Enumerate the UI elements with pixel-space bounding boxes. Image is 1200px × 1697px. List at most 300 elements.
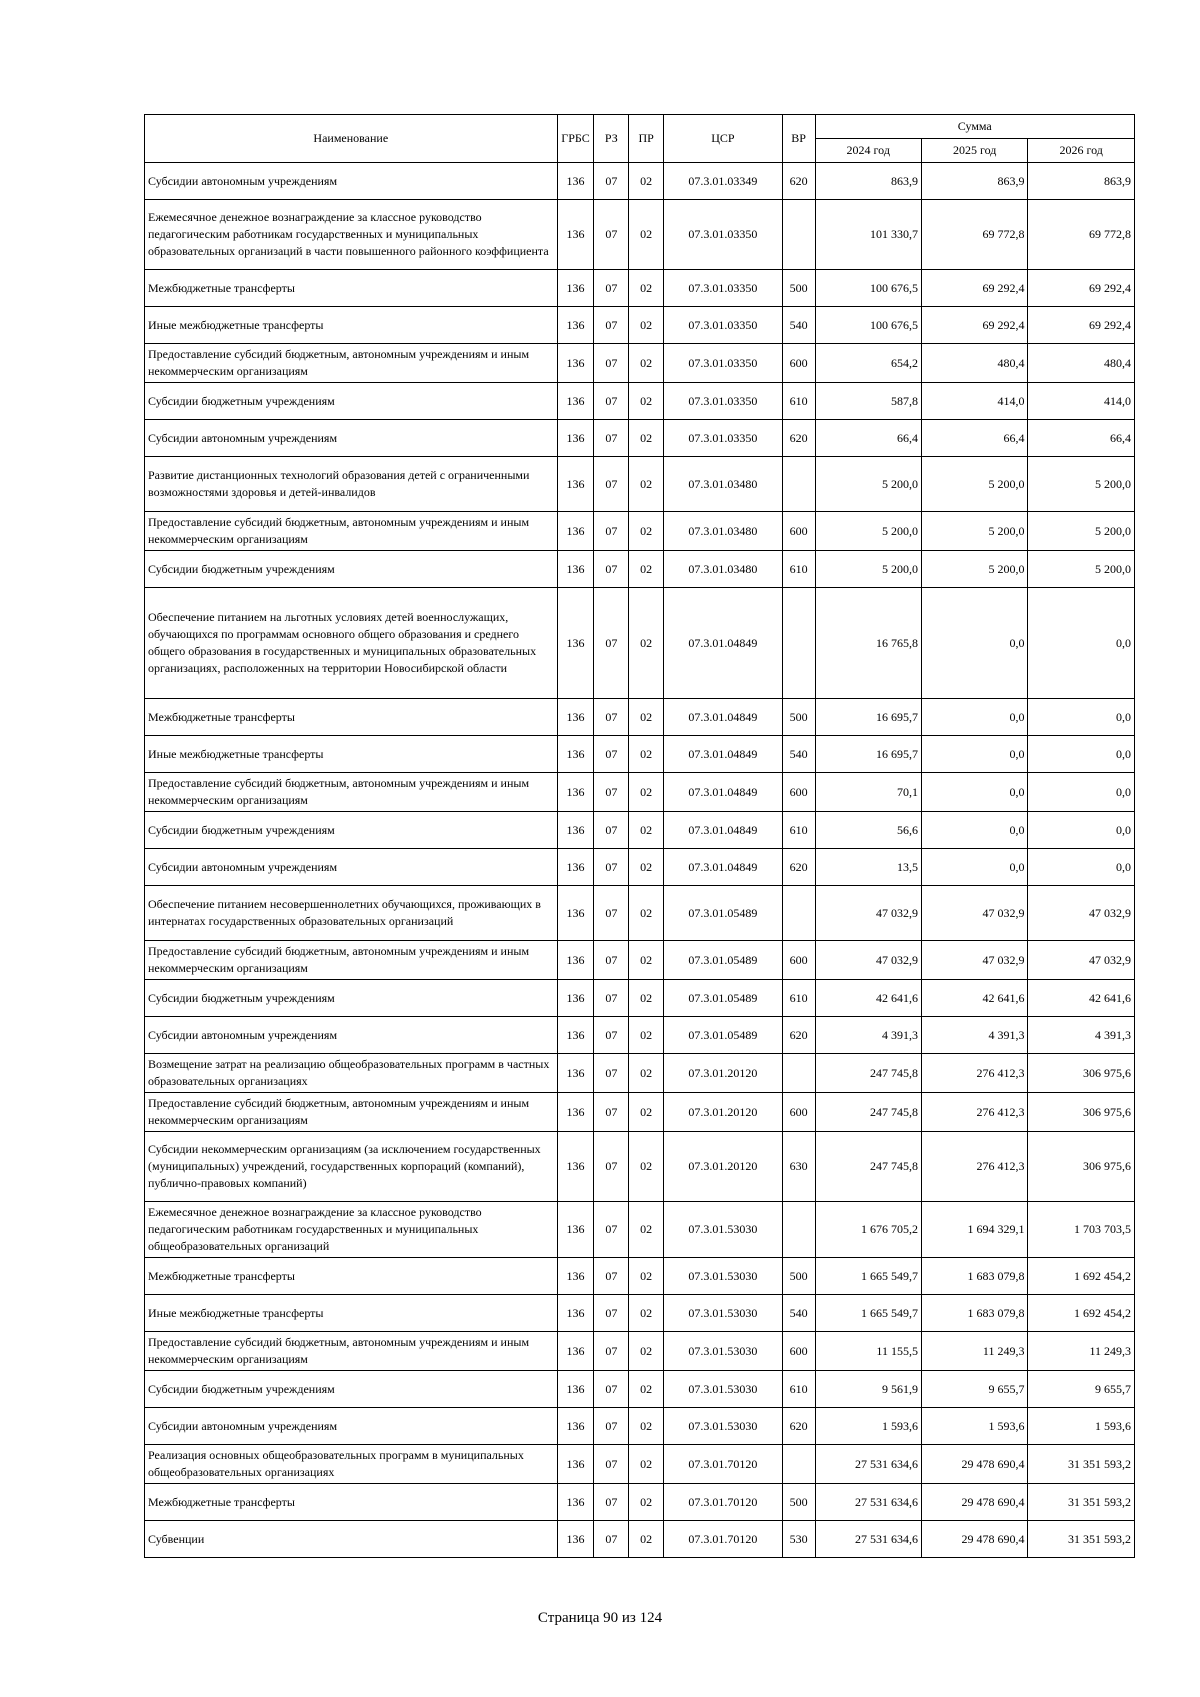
row-sum-2026-cell: 5 200,0: [1028, 512, 1135, 551]
row-vr-cell: 600: [782, 1093, 815, 1132]
row-sum-2024-cell: 5 200,0: [815, 512, 921, 551]
header-grbs: ГРБС: [557, 115, 594, 163]
row-rz-cell: 07: [594, 1054, 629, 1093]
table-row: [145, 1521, 1135, 1558]
row-vr-cell: 500: [782, 270, 815, 307]
row-csr-cell: 07.3.01.03350: [664, 420, 783, 457]
row-vr-cell: [782, 1445, 815, 1484]
row-csr-cell: 07.3.01.05489: [664, 980, 783, 1017]
row-pr-cell: 02: [629, 512, 664, 551]
header-sum: Сумма: [815, 115, 1134, 139]
row-csr-cell: 07.3.01.70120: [664, 1521, 783, 1558]
row-sum-2025-cell: 480,4: [921, 344, 1027, 383]
row-csr-cell: 07.3.01.03350: [664, 383, 783, 420]
row-rz-cell: 07: [594, 1408, 629, 1445]
row-pr-cell: 02: [629, 1054, 664, 1093]
row-sum-2024-cell: 13,5: [815, 849, 921, 886]
row-rz-cell: 07: [594, 1521, 629, 1558]
row-pr-cell: 02: [629, 812, 664, 849]
row-sum-2026-cell: 0,0: [1028, 588, 1135, 699]
row-sum-2025-cell: 414,0: [921, 383, 1027, 420]
row-name-cell: Обеспечение питанием на льготных условиях детей военнослужащих, обучающихся по программам основного общего образования и среднего общего образования в государственных и муниципальных образовательных организациях, расположенных на территории Новосибирской области: [145, 588, 558, 699]
row-name-cell: Ежемесячное денежное вознаграждение за классное руководство педагогическим работникам государственных и муниципальных образовательных организаций в части повышенного районного коэффициента: [145, 200, 558, 270]
row-csr-cell: 07.3.01.05489: [664, 941, 783, 980]
row-csr-cell: 07.3.01.53030: [664, 1202, 783, 1258]
row-sum-2026-cell: 1 703 703,5: [1028, 1202, 1135, 1258]
row-csr-cell: 07.3.01.04849: [664, 736, 783, 773]
row-pr-cell: 02: [629, 1258, 664, 1295]
table-row: [145, 420, 1135, 457]
row-sum-2025-cell: 66,4: [921, 420, 1027, 457]
row-sum-2026-cell: 0,0: [1028, 699, 1135, 736]
row-name-cell: Иные межбюджетные трансферты: [145, 1295, 558, 1332]
table-row: [145, 383, 1135, 420]
row-sum-2024-cell: 247 745,8: [815, 1054, 921, 1093]
row-vr-cell: 620: [782, 163, 815, 200]
row-name-cell: Предоставление субсидий бюджетным, автономным учреждениям и иным некоммерческим организациям: [145, 773, 558, 812]
row-pr-cell: 02: [629, 980, 664, 1017]
row-sum-2025-cell: 1 683 079,8: [921, 1258, 1027, 1295]
table-row: [145, 1132, 1135, 1202]
row-sum-2025-cell: 29 478 690,4: [921, 1445, 1027, 1484]
row-sum-2025-cell: 863,9: [921, 163, 1027, 200]
row-csr-cell: 07.3.01.70120: [664, 1445, 783, 1484]
row-name-cell: Обеспечение питанием несовершеннолетних обучающихся, проживающих в интернатах государственных образовательных организаций: [145, 886, 558, 941]
row-csr-cell: 07.3.01.04849: [664, 588, 783, 699]
table-row: [145, 1054, 1135, 1093]
row-sum-2026-cell: 414,0: [1028, 383, 1135, 420]
table-row: [145, 457, 1135, 512]
row-grbs-cell: 136: [557, 551, 594, 588]
table-row: [145, 200, 1135, 270]
row-sum-2026-cell: 66,4: [1028, 420, 1135, 457]
row-csr-cell: 07.3.01.20120: [664, 1054, 783, 1093]
row-name-cell: Ежемесячное денежное вознаграждение за классное руководство педагогическим работникам государственных и муниципальных общеобразовательных организаций: [145, 1202, 558, 1258]
row-name-cell: Субсидии бюджетным учреждениям: [145, 980, 558, 1017]
row-rz-cell: 07: [594, 1332, 629, 1371]
row-csr-cell: 07.3.01.04849: [664, 699, 783, 736]
row-sum-2024-cell: 47 032,9: [815, 941, 921, 980]
row-name-cell: Субсидии некоммерческим организациям (за исключением государственных (муниципальных) учреждений, государственных корпораций (компаний), публично-правовых компаний): [145, 1132, 558, 1202]
header-vr: ВР: [782, 115, 815, 163]
row-sum-2024-cell: 70,1: [815, 773, 921, 812]
row-rz-cell: 07: [594, 1017, 629, 1054]
row-grbs-cell: 136: [557, 980, 594, 1017]
row-sum-2026-cell: 5 200,0: [1028, 551, 1135, 588]
row-csr-cell: 07.3.01.53030: [664, 1332, 783, 1371]
row-sum-2026-cell: 42 641,6: [1028, 980, 1135, 1017]
row-name-cell: Реализация основных общеобразовательных программ в муниципальных общеобразовательных организациях: [145, 1445, 558, 1484]
header-csr: ЦСР: [664, 115, 783, 163]
row-rz-cell: 07: [594, 420, 629, 457]
row-vr-cell: [782, 588, 815, 699]
row-vr-cell: 630: [782, 1132, 815, 1202]
row-sum-2025-cell: 5 200,0: [921, 512, 1027, 551]
row-vr-cell: 500: [782, 1258, 815, 1295]
row-sum-2024-cell: 1 665 549,7: [815, 1295, 921, 1332]
row-sum-2026-cell: 0,0: [1028, 736, 1135, 773]
row-rz-cell: 07: [594, 980, 629, 1017]
row-rz-cell: 07: [594, 344, 629, 383]
row-csr-cell: 07.3.01.53030: [664, 1371, 783, 1408]
row-rz-cell: 07: [594, 383, 629, 420]
row-grbs-cell: 136: [557, 812, 594, 849]
row-pr-cell: 02: [629, 163, 664, 200]
row-vr-cell: 620: [782, 420, 815, 457]
row-rz-cell: 07: [594, 886, 629, 941]
row-sum-2026-cell: 4 391,3: [1028, 1017, 1135, 1054]
row-vr-cell: 620: [782, 849, 815, 886]
row-name-cell: Предоставление субсидий бюджетным, автономным учреждениям и иным некоммерческим организациям: [145, 1332, 558, 1371]
row-grbs-cell: 136: [557, 773, 594, 812]
row-csr-cell: 07.3.01.03350: [664, 270, 783, 307]
row-name-cell: Возмещение затрат на реализацию общеобразовательных программ в частных образовательных организациях: [145, 1054, 558, 1093]
row-rz-cell: 07: [594, 1093, 629, 1132]
row-pr-cell: 02: [629, 307, 664, 344]
table-row: [145, 1202, 1135, 1258]
row-csr-cell: 07.3.01.20120: [664, 1132, 783, 1202]
table-row: [145, 512, 1135, 551]
row-pr-cell: 02: [629, 773, 664, 812]
row-pr-cell: 02: [629, 383, 664, 420]
row-pr-cell: 02: [629, 420, 664, 457]
row-name-cell: Субсидии автономным учреждениям: [145, 1408, 558, 1445]
row-rz-cell: 07: [594, 551, 629, 588]
row-sum-2025-cell: 69 292,4: [921, 307, 1027, 344]
row-pr-cell: 02: [629, 1332, 664, 1371]
row-rz-cell: 07: [594, 1132, 629, 1202]
row-grbs-cell: 136: [557, 307, 594, 344]
row-pr-cell: 02: [629, 1521, 664, 1558]
row-sum-2025-cell: 29 478 690,4: [921, 1521, 1027, 1558]
header-year-2025: 2025 год: [921, 139, 1027, 163]
row-sum-2024-cell: 101 330,7: [815, 200, 921, 270]
table-row: [145, 773, 1135, 812]
row-grbs-cell: 136: [557, 344, 594, 383]
row-pr-cell: 02: [629, 886, 664, 941]
row-sum-2024-cell: 16 765,8: [815, 588, 921, 699]
row-csr-cell: 07.3.01.03480: [664, 512, 783, 551]
row-rz-cell: 07: [594, 163, 629, 200]
row-sum-2026-cell: 1 692 454,2: [1028, 1295, 1135, 1332]
row-sum-2026-cell: 0,0: [1028, 849, 1135, 886]
row-vr-cell: 530: [782, 1521, 815, 1558]
row-sum-2024-cell: 27 531 634,6: [815, 1445, 921, 1484]
row-rz-cell: 07: [594, 307, 629, 344]
row-rz-cell: 07: [594, 1202, 629, 1258]
row-pr-cell: 02: [629, 736, 664, 773]
row-vr-cell: 600: [782, 1332, 815, 1371]
table-row: [145, 1258, 1135, 1295]
row-sum-2024-cell: 247 745,8: [815, 1093, 921, 1132]
header-year-2026: 2026 год: [1028, 139, 1135, 163]
row-grbs-cell: 136: [557, 1054, 594, 1093]
row-sum-2024-cell: 654,2: [815, 344, 921, 383]
header-name: Наименование: [145, 115, 558, 163]
table-row: [145, 736, 1135, 773]
row-grbs-cell: 136: [557, 1295, 594, 1332]
row-vr-cell: 600: [782, 941, 815, 980]
row-pr-cell: 02: [629, 1093, 664, 1132]
table-row: [145, 886, 1135, 941]
row-name-cell: Субсидии бюджетным учреждениям: [145, 551, 558, 588]
row-sum-2026-cell: 306 975,6: [1028, 1093, 1135, 1132]
table-row: [145, 941, 1135, 980]
row-grbs-cell: 136: [557, 736, 594, 773]
row-vr-cell: 600: [782, 344, 815, 383]
row-sum-2025-cell: 0,0: [921, 736, 1027, 773]
row-sum-2026-cell: 1 692 454,2: [1028, 1258, 1135, 1295]
row-csr-cell: 07.3.01.05489: [664, 1017, 783, 1054]
row-pr-cell: 02: [629, 1202, 664, 1258]
row-grbs-cell: 136: [557, 1332, 594, 1371]
row-sum-2026-cell: 11 249,3: [1028, 1332, 1135, 1371]
row-sum-2025-cell: 276 412,3: [921, 1054, 1027, 1093]
row-vr-cell: 600: [782, 773, 815, 812]
row-rz-cell: 07: [594, 457, 629, 512]
row-sum-2024-cell: 1 593,6: [815, 1408, 921, 1445]
row-pr-cell: 02: [629, 1445, 664, 1484]
row-sum-2025-cell: 4 391,3: [921, 1017, 1027, 1054]
row-sum-2025-cell: 0,0: [921, 849, 1027, 886]
row-sum-2024-cell: 56,6: [815, 812, 921, 849]
row-rz-cell: 07: [594, 773, 629, 812]
row-sum-2024-cell: 100 676,5: [815, 307, 921, 344]
row-name-cell: Иные межбюджетные трансферты: [145, 307, 558, 344]
row-csr-cell: 07.3.01.04849: [664, 849, 783, 886]
row-sum-2026-cell: 0,0: [1028, 773, 1135, 812]
row-name-cell: Субсидии бюджетным учреждениям: [145, 812, 558, 849]
row-pr-cell: 02: [629, 941, 664, 980]
row-sum-2024-cell: 587,8: [815, 383, 921, 420]
table-row: [145, 699, 1135, 736]
row-pr-cell: 02: [629, 1484, 664, 1521]
row-sum-2026-cell: 47 032,9: [1028, 941, 1135, 980]
table-row: [145, 344, 1135, 383]
header-rz: РЗ: [594, 115, 629, 163]
row-grbs-cell: 136: [557, 588, 594, 699]
row-vr-cell: 540: [782, 307, 815, 344]
row-vr-cell: 540: [782, 736, 815, 773]
row-grbs-cell: 136: [557, 1132, 594, 1202]
row-name-cell: Субсидии автономным учреждениям: [145, 1017, 558, 1054]
row-rz-cell: 07: [594, 849, 629, 886]
row-vr-cell: 610: [782, 980, 815, 1017]
row-name-cell: Иные межбюджетные трансферты: [145, 736, 558, 773]
table-row: [145, 270, 1135, 307]
header-year-2024: 2024 год: [815, 139, 921, 163]
header-pr: ПР: [629, 115, 664, 163]
row-csr-cell: 07.3.01.03350: [664, 307, 783, 344]
row-grbs-cell: 136: [557, 1371, 594, 1408]
row-vr-cell: 610: [782, 1371, 815, 1408]
row-name-cell: Предоставление субсидий бюджетным, автономным учреждениям и иным некоммерческим организациям: [145, 344, 558, 383]
row-name-cell: Субвенции: [145, 1521, 558, 1558]
row-csr-cell: 07.3.01.04849: [664, 773, 783, 812]
row-vr-cell: 600: [782, 512, 815, 551]
row-csr-cell: 07.3.01.05489: [664, 886, 783, 941]
row-csr-cell: 07.3.01.53030: [664, 1295, 783, 1332]
row-grbs-cell: 136: [557, 163, 594, 200]
row-grbs-cell: 136: [557, 1258, 594, 1295]
table-row: [145, 588, 1135, 699]
row-grbs-cell: 136: [557, 886, 594, 941]
row-sum-2025-cell: 0,0: [921, 699, 1027, 736]
row-sum-2024-cell: 100 676,5: [815, 270, 921, 307]
table-row: [145, 1445, 1135, 1484]
row-sum-2025-cell: 11 249,3: [921, 1332, 1027, 1371]
table-row: [145, 849, 1135, 886]
row-sum-2026-cell: 1 593,6: [1028, 1408, 1135, 1445]
row-sum-2025-cell: 69 292,4: [921, 270, 1027, 307]
row-name-cell: Межбюджетные трансферты: [145, 270, 558, 307]
row-sum-2025-cell: 0,0: [921, 588, 1027, 699]
row-pr-cell: 02: [629, 1295, 664, 1332]
row-grbs-cell: 136: [557, 1408, 594, 1445]
row-sum-2024-cell: 863,9: [815, 163, 921, 200]
row-rz-cell: 07: [594, 1295, 629, 1332]
row-name-cell: Субсидии автономным учреждениям: [145, 849, 558, 886]
row-rz-cell: 07: [594, 736, 629, 773]
table-header: [145, 115, 1135, 163]
row-sum-2025-cell: 47 032,9: [921, 886, 1027, 941]
row-rz-cell: 07: [594, 1258, 629, 1295]
row-csr-cell: 07.3.01.53030: [664, 1408, 783, 1445]
row-vr-cell: 610: [782, 383, 815, 420]
table-row: [145, 1017, 1135, 1054]
row-csr-cell: 07.3.01.03480: [664, 457, 783, 512]
table-row: [145, 163, 1135, 200]
table-row: [145, 307, 1135, 344]
row-name-cell: Развитие дистанционных технологий образования детей с ограниченными возможностями здоровья и детей-инвалидов: [145, 457, 558, 512]
row-vr-cell: [782, 886, 815, 941]
row-sum-2024-cell: 16 695,7: [815, 699, 921, 736]
row-grbs-cell: 136: [557, 699, 594, 736]
row-rz-cell: 07: [594, 200, 629, 270]
row-grbs-cell: 136: [557, 200, 594, 270]
row-csr-cell: 07.3.01.03480: [664, 551, 783, 588]
row-sum-2026-cell: 5 200,0: [1028, 457, 1135, 512]
table-row: [145, 812, 1135, 849]
row-rz-cell: 07: [594, 1371, 629, 1408]
row-rz-cell: 07: [594, 1445, 629, 1484]
row-sum-2024-cell: 9 561,9: [815, 1371, 921, 1408]
row-vr-cell: 540: [782, 1295, 815, 1332]
row-pr-cell: 02: [629, 849, 664, 886]
row-sum-2026-cell: 0,0: [1028, 812, 1135, 849]
row-vr-cell: [782, 457, 815, 512]
row-csr-cell: 07.3.01.20120: [664, 1093, 783, 1132]
row-sum-2024-cell: 5 200,0: [815, 457, 921, 512]
table-row: [145, 1408, 1135, 1445]
row-name-cell: Межбюджетные трансферты: [145, 1484, 558, 1521]
row-pr-cell: 02: [629, 1408, 664, 1445]
row-grbs-cell: 136: [557, 849, 594, 886]
row-csr-cell: 07.3.01.53030: [664, 1258, 783, 1295]
row-rz-cell: 07: [594, 588, 629, 699]
row-sum-2024-cell: 247 745,8: [815, 1132, 921, 1202]
row-pr-cell: 02: [629, 588, 664, 699]
row-grbs-cell: 136: [557, 512, 594, 551]
row-vr-cell: [782, 1202, 815, 1258]
row-sum-2026-cell: 306 975,6: [1028, 1132, 1135, 1202]
row-name-cell: Предоставление субсидий бюджетным, автономным учреждениям и иным некоммерческим организациям: [145, 1093, 558, 1132]
row-name-cell: Предоставление субсидий бюджетным, автономным учреждениям и иным некоммерческим организациям: [145, 941, 558, 980]
row-name-cell: Межбюджетные трансферты: [145, 699, 558, 736]
row-grbs-cell: 136: [557, 1445, 594, 1484]
budget-table: [144, 114, 1135, 1558]
row-sum-2024-cell: 66,4: [815, 420, 921, 457]
row-sum-2026-cell: 306 975,6: [1028, 1054, 1135, 1093]
row-sum-2025-cell: 1 593,6: [921, 1408, 1027, 1445]
row-sum-2024-cell: 47 032,9: [815, 886, 921, 941]
row-sum-2026-cell: 69 292,4: [1028, 307, 1135, 344]
row-sum-2025-cell: 9 655,7: [921, 1371, 1027, 1408]
table-row: [145, 980, 1135, 1017]
row-sum-2026-cell: 863,9: [1028, 163, 1135, 200]
row-sum-2025-cell: 29 478 690,4: [921, 1484, 1027, 1521]
row-sum-2026-cell: 31 351 593,2: [1028, 1484, 1135, 1521]
row-sum-2024-cell: 16 695,7: [815, 736, 921, 773]
row-vr-cell: 610: [782, 551, 815, 588]
row-name-cell: Межбюджетные трансферты: [145, 1258, 558, 1295]
row-name-cell: Субсидии бюджетным учреждениям: [145, 1371, 558, 1408]
row-sum-2026-cell: 47 032,9: [1028, 886, 1135, 941]
row-name-cell: Субсидии автономным учреждениям: [145, 163, 558, 200]
row-sum-2025-cell: 276 412,3: [921, 1093, 1027, 1132]
row-sum-2025-cell: 0,0: [921, 773, 1027, 812]
row-sum-2026-cell: 69 292,4: [1028, 270, 1135, 307]
row-sum-2024-cell: 1 676 705,2: [815, 1202, 921, 1258]
table-row: [145, 551, 1135, 588]
row-grbs-cell: 136: [557, 457, 594, 512]
row-rz-cell: 07: [594, 812, 629, 849]
row-rz-cell: 07: [594, 699, 629, 736]
row-sum-2024-cell: 4 391,3: [815, 1017, 921, 1054]
row-vr-cell: [782, 1054, 815, 1093]
row-sum-2025-cell: 1 694 329,1: [921, 1202, 1027, 1258]
row-pr-cell: 02: [629, 270, 664, 307]
row-rz-cell: 07: [594, 1484, 629, 1521]
row-vr-cell: 610: [782, 812, 815, 849]
row-pr-cell: 02: [629, 551, 664, 588]
row-pr-cell: 02: [629, 457, 664, 512]
table-row: [145, 1295, 1135, 1332]
row-name-cell: Субсидии автономным учреждениям: [145, 420, 558, 457]
row-csr-cell: 07.3.01.03350: [664, 344, 783, 383]
row-name-cell: Субсидии бюджетным учреждениям: [145, 383, 558, 420]
row-rz-cell: 07: [594, 270, 629, 307]
row-csr-cell: 07.3.01.03350: [664, 200, 783, 270]
row-pr-cell: 02: [629, 1132, 664, 1202]
row-pr-cell: 02: [629, 699, 664, 736]
row-grbs-cell: 136: [557, 420, 594, 457]
row-sum-2025-cell: 47 032,9: [921, 941, 1027, 980]
row-rz-cell: 07: [594, 512, 629, 551]
row-csr-cell: 07.3.01.04849: [664, 812, 783, 849]
row-pr-cell: 02: [629, 1017, 664, 1054]
row-sum-2024-cell: 11 155,5: [815, 1332, 921, 1371]
row-sum-2024-cell: 1 665 549,7: [815, 1258, 921, 1295]
row-grbs-cell: 136: [557, 1202, 594, 1258]
row-grbs-cell: 136: [557, 1521, 594, 1558]
row-sum-2026-cell: 31 351 593,2: [1028, 1445, 1135, 1484]
row-sum-2025-cell: 1 683 079,8: [921, 1295, 1027, 1332]
row-name-cell: Предоставление субсидий бюджетным, автономным учреждениям и иным некоммерческим организациям: [145, 512, 558, 551]
row-grbs-cell: 136: [557, 941, 594, 980]
row-sum-2025-cell: 42 641,6: [921, 980, 1027, 1017]
row-pr-cell: 02: [629, 1371, 664, 1408]
